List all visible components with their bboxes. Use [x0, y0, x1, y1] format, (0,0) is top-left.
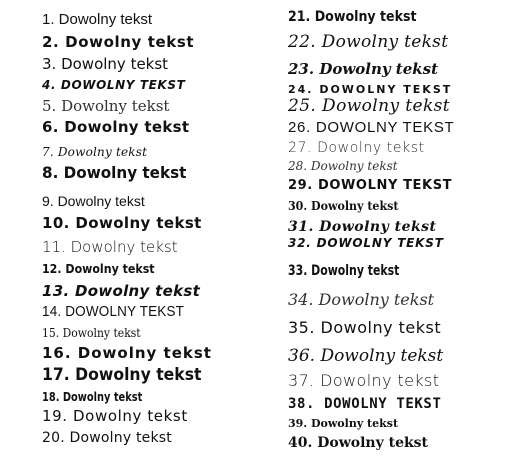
font-sample-40: 40. Dowolny tekst: [288, 435, 429, 451]
font-sample-39: 39. Dowolny tekst: [288, 417, 399, 430]
font-sample-38: 38. DOWOLNY TEKST: [288, 396, 442, 412]
font-sample-36: 36. Dowolny tekst: [288, 346, 444, 366]
font-sample-1: 1. Dowolny tekst: [42, 11, 153, 28]
font-sample-7: 7. Dowolny tekst: [42, 145, 148, 159]
font-sample-33: 33. Dowolny tekst: [288, 263, 400, 279]
font-sample-19: 19. Dowolny tekst: [42, 407, 188, 425]
font-sample-37: 37. Dowolny tekst: [288, 371, 440, 390]
font-sample-3: 3. Dowolny tekst: [42, 55, 169, 73]
font-sample-28: 28. Dowolny tekst: [288, 159, 398, 173]
font-sample-23: 23. Dowolny tekst: [288, 60, 439, 78]
font-sample-13: 13. Dowolny tekst: [42, 282, 201, 300]
font-sample-2: 2. Dowolny tekst: [42, 33, 195, 51]
font-sample-6: 6. Dowolny tekst: [42, 118, 190, 136]
font-sample-12: 12. Dowolny tekst: [42, 262, 155, 276]
font-sample-17: 17. Dowolny tekst: [42, 365, 202, 385]
font-sample-9: 9. Dowolny tekst: [42, 193, 145, 209]
font-sample-30: 30. Dowolny tekst: [288, 199, 399, 213]
font-sample-18: 18. Dowolny tekst: [42, 390, 143, 404]
font-sample-14: 14. DOWOLNY TEKST: [42, 303, 185, 320]
font-sample-32: 32. DOWOLNY TEKST: [288, 236, 444, 250]
font-sample-31: 31. Dowolny tekst: [288, 219, 437, 235]
font-sample-16: 16. Dowolny tekst: [42, 344, 212, 362]
font-sample-21: 21. Dowolny tekst: [288, 9, 417, 25]
font-sample-24: 24. DOWOLNY TEKST: [288, 83, 453, 96]
font-sample-35: 35. Dowolny tekst: [288, 318, 442, 337]
font-sample-25: 25. Dowolny tekst: [288, 96, 451, 116]
font-sample-34: 34. Dowolny tekst: [288, 290, 435, 309]
font-sample-5: 5. Dowolny tekst: [42, 97, 170, 115]
font-sample-11: 11. Dowolny tekst: [42, 238, 178, 256]
font-sample-20: 20. Dowolny tekst: [42, 430, 172, 446]
font-sample-15: 15. Dowolny tekst: [42, 326, 141, 340]
font-sample-4: 4. DOWOLNY TEKST: [42, 78, 186, 92]
font-sample-27: 27. Dowolny tekst: [288, 140, 425, 156]
font-sample-26: 26. DOWOLNY TEKST: [288, 119, 455, 136]
font-sample-10: 10. Dowolny tekst: [42, 214, 202, 232]
font-sample-8: 8. Dowolny tekst: [42, 163, 187, 182]
font-sample-22: 22. Dowolny tekst: [288, 32, 449, 52]
font-sample-29: 29. DOWOLNY TEKST: [288, 178, 453, 193]
